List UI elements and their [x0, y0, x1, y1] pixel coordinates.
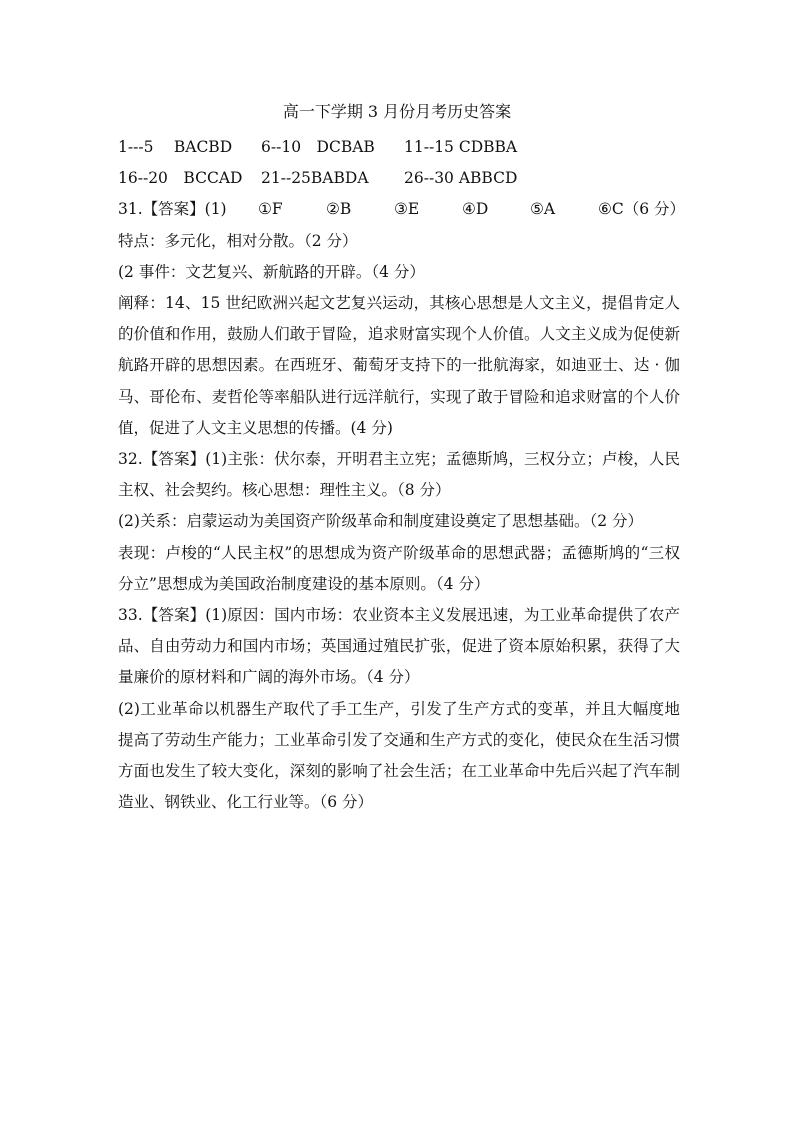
q31-item-4: ④D — [462, 200, 489, 219]
q33-part-1: 33.【答案】(1)原因：国内市场：农业资本主义发展迅速，为工业革命提供了农产品、自由劳动力和国内市场；英国通过殖民扩张，促进了资本原始积累，获得了大量廉价的原材料和广阔的海外市场。（4 分） — [118, 605, 680, 687]
answer-content — [118, 132, 686, 818]
mcq-group-21-25: 21--25BABDA — [261, 169, 369, 188]
q31-event: (2 事件：文艺复兴、新航路的开辟。（4 分） — [118, 262, 425, 281]
mcq-group-1-5: 1---5 BACBD — [118, 138, 233, 156]
q31-item-2: ②B — [326, 200, 352, 219]
mcq-group-11-15: 11--15 CDBBA — [404, 138, 518, 156]
q32-performance: 表现：卢梭的“人民主权”的思想成为资产阶级革命的思想武器；孟德斯鸠的“三权分立”思想成为美国政治制度建设的基本原则。（4 分） — [118, 543, 680, 593]
q32-part-2: (2)关系：启蒙运动为美国资产阶级革命和制度建设奠定了思想基础。（2 分） — [118, 512, 643, 531]
mcq-answers-row-2 — [118, 163, 680, 194]
q31-feature: 特点：多元化，相对分散。（2 分） — [118, 231, 358, 250]
q31-matching-answers — [118, 194, 686, 225]
q33-part-2: (2)工业革命以机器生产取代了手工生产，引发了生产方式的变革，并且大幅度地提高了劳动生产能力；工业革命引发了交通和生产方式的变化，使民众在生活习惯方面也发生了较大变化，深刻的影响了社会生活；在工业革命中先后兴起了汽车制造业、钢铁业、化工行业等。（6 分） — [118, 699, 680, 812]
q31-label: 31.【答案】(1) — [118, 200, 227, 219]
q31-item-5: ⑤A — [530, 200, 556, 219]
mcq-group-16-20: 16--20 BCCAD — [118, 169, 243, 188]
mcq-answers-row-1 — [118, 132, 680, 163]
q31-item-1: ①F — [258, 200, 283, 219]
mcq-group-6-10: 6--10 DCBAB — [261, 138, 375, 156]
page-title: 高一下学期 3 月份月考历史答案 — [282, 102, 512, 121]
mcq-group-26-30: 26--30 ABBCD — [404, 169, 518, 188]
q31-explanation: 阐释：14、15 世纪欧洲兴起文艺复兴运动，其核心思想是人文主义，提倡肯定人的价值和作用，鼓励人们敢于冒险，追求财富实现个人价值。人文主义成为促使新航路开辟的思想因素。在西班牙、葡萄牙支持下的一批航海家，如迪亚士、达 · 伽马、哥伦布、麦哲伦等率船队进行远洋航行，实现了敢于冒险和追求财富的个人价值，促进了人文主义思想的传播。(4 分) — [118, 293, 680, 437]
q31-item-6: ⑥C（6 分） — [598, 200, 686, 219]
q32-part-1: 32.【答案】(1)主张：伏尔泰，开明君主立宪；孟德斯鸠，三权分立；卢梭，人民主权、社会契约。核心思想：理性主义。（8 分） — [118, 449, 680, 500]
q31-item-3: ③E — [394, 200, 420, 219]
